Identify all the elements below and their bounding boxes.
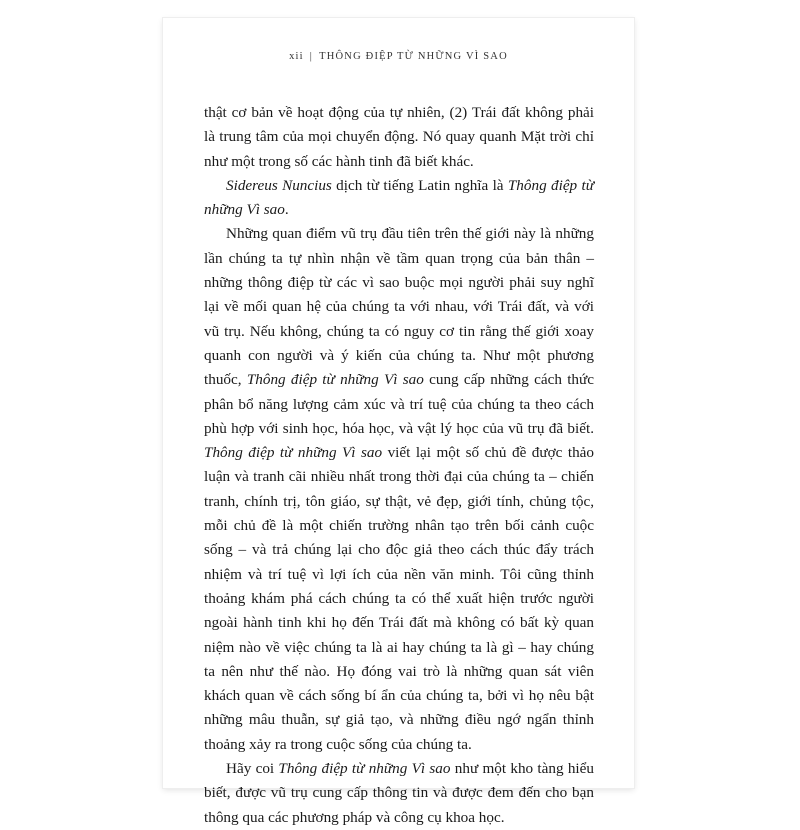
italic-title: Thông điệp từ những Vì sao <box>204 444 383 462</box>
text-run: . <box>284 201 289 219</box>
header-separator: | <box>309 51 314 62</box>
text-run: dịch từ tiếng Latin nghĩa là <box>331 176 508 194</box>
running-head <box>163 51 634 62</box>
paragraph <box>204 222 594 757</box>
text-run: thật cơ bản về hoạt động của tự nhiên, (2) Trái đất không phải là trung tâm của mọi chuyển động. Nó quay quanh Mặt trời chỉ như một trong số các hành tinh đã biết khác. <box>204 104 594 170</box>
text-run: cung cấp những cách thức phân bổ năng lượng cảm xúc và trí tuệ của chúng ta theo cách phù hợp với sinh học, hóa học, và vật lý học của vũ trụ đã biết. <box>204 371 594 437</box>
paragraph <box>204 101 594 174</box>
italic-title: Sidereus Nuncius <box>226 176 332 194</box>
running-title: THÔNG ĐIỆP TỪ NHỮNG VÌ SAO <box>319 51 508 62</box>
paragraph <box>204 174 594 223</box>
text-run: Hãy coi <box>226 760 279 778</box>
book-page <box>163 18 634 826</box>
text-run: như một kho tàng hiểu biết, được vũ trụ cung cấp thông tin và được đem đến cho bạn thông qua các phương pháp và công cụ khoa học. <box>204 760 594 826</box>
body-text <box>204 101 594 830</box>
italic-title: Thông điệp từ những Vì sao <box>278 760 451 778</box>
page-number: xii <box>289 51 304 62</box>
italic-title: Thông điệp từ những Vì sao <box>246 371 424 389</box>
text-run: viết lại một số chủ đề được thảo luận và tranh cãi nhiều nhất trong thời đại của chúng ta – chiến tranh, chính trị, tôn giáo, sự thật, vẻ đẹp, giới tính, chủng tộc, mỗi chủ đề là một chiến trường nhân tạo trên bối cảnh cuộc sống – và trả chúng lại cho độc giả theo cách thúc đẩy trách nhiệm và trí tuệ vì lợi ích của nền văn minh. Tôi cũng thỉnh thoảng khám phá cách chúng ta có thể xuất hiện trước người ngoài hành tinh khi họ đến Trái đất mà không có bất kỳ quan niệm nào về việc chúng ta là ai hay chúng ta là gì – hay chúng ta nên như thế nào. Họ đóng vai trò là những quan sát viên khách quan về cách sống bí ẩn của chúng ta, bởi vì họ nêu bật những mâu thuẫn, sự giả tạo, và những điều ngớ ngẩn thỉnh thoảng xảy ra trong cuộc sống của chúng ta. <box>204 444 595 753</box>
text-run: Những quan điểm vũ trụ đầu tiên trên thế giới này là những lần chúng ta tự nhìn nhận về tầm quan trọng của bản thân – những thông điệp từ các vì sao buộc mọi người phải suy nghĩ lại về mối quan hệ của chúng ta với nhau, với Trái đất, và với vũ trụ. Nếu không, chúng ta có nguy cơ tin rằng thế giới xoay quanh con người và ý kiến của chúng ta. Như một phương thuốc, <box>204 225 594 389</box>
paragraph <box>204 757 594 830</box>
italic-title: Thông điệp từ những Vì sao <box>204 176 594 219</box>
